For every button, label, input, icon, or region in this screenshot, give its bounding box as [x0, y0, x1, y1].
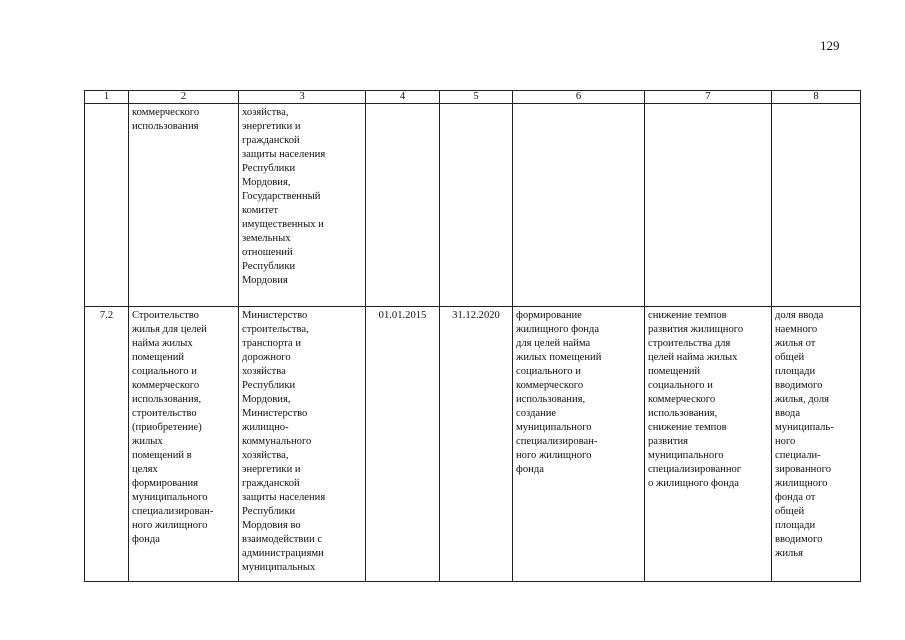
consequences-cell: снижение темпов развития жилищного строительства для целей найма жилых помещений социального и коммерческого использования, снижение темпов развития муниципального специализированног о жилищного фонда [645, 307, 772, 582]
indicator-cell [772, 104, 861, 307]
measure-name-cell: коммерческого использования [129, 104, 239, 307]
expected-result-cell: формирование жилищного фонда для целей найма жилых помещений социального и коммерческого использования, создание муниципального специализирован- ного жилищного фонда [513, 307, 645, 582]
column-header: 5 [440, 91, 513, 104]
expected-result-cell [513, 104, 645, 307]
column-header: 3 [239, 91, 366, 104]
column-header: 4 [366, 91, 440, 104]
column-header: 1 [85, 91, 129, 104]
program-table [84, 90, 861, 582]
end-date-cell [440, 104, 513, 307]
executor-cell: хозяйства, энергетики и гражданской защиты населения Республики Мордовия, Государственный комитет имущественных и земельных отношений Республики Мордовия [239, 104, 366, 307]
end-date-cell: 31.12.2020 [440, 307, 513, 582]
column-header: 8 [772, 91, 861, 104]
column-number-row [85, 91, 861, 104]
column-header: 6 [513, 91, 645, 104]
table-row [85, 104, 861, 307]
table-row [85, 307, 861, 582]
item-number-cell: 7.2 [85, 307, 129, 582]
item-number-cell [85, 104, 129, 307]
page-number: 129 [820, 38, 840, 53]
start-date-cell [366, 104, 440, 307]
indicator-cell: доля ввода наемного жилья от общей площади вводимого жилья, доля ввода муниципаль- ного специали- зированного жилищного фонда от общей площади вводимого жилья [772, 307, 861, 582]
column-header: 7 [645, 91, 772, 104]
measure-name-cell: Строительство жилья для целей найма жилых помещений социального и коммерческого использования, строительство (приобретение) жилых помещений в целях формирования муниципального специализирован- ного жилищного фонда [129, 307, 239, 582]
consequences-cell [645, 104, 772, 307]
start-date-cell: 01.01.2015 [366, 307, 440, 582]
executor-cell: Министерство строительства, транспорта и дорожного хозяйства Республики Мордовия, Министерство жилищно- коммунального хозяйства, энергетики и гражданской защиты населения Республики Мордовия во взаимодействии с администрациями муниципальных [239, 307, 366, 582]
column-header: 2 [129, 91, 239, 104]
